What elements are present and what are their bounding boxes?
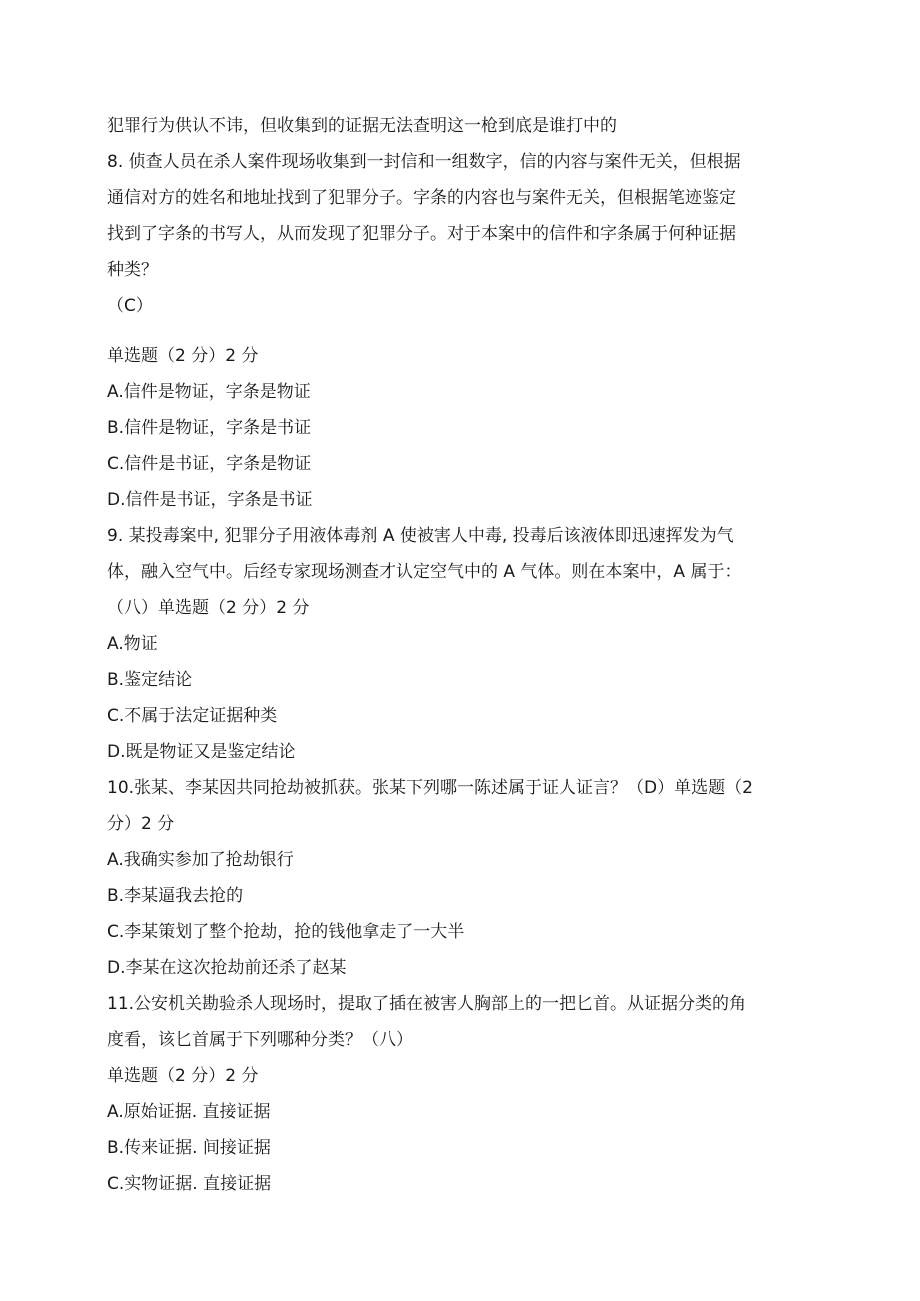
question-9-type: （八）单选题（2 分）2 分 [107, 598, 310, 618]
question-9-option-c: C.不属于法定证据种类 [107, 706, 278, 726]
question-11-line-1: 11.公安机关勘验杀人现场时，提取了插在被害人胸部上的一把匕首。从证据分类的角 [107, 994, 747, 1014]
question-8-answer: （C） [107, 296, 153, 316]
question-8-line-3: 找到了字条的书写人，从而发现了犯罪分子。对于本案中的信件和字条属于何种证据 [107, 224, 736, 244]
text-line-1: 犯罪行为供认不讳，但收集到的证据无法查明这一枪到底是谁打中的 [107, 116, 617, 136]
question-9-line-2: 体，融入空气中。后经专家现场测查才认定空气中的 A 气体。则在本案中，A 属于： [107, 562, 742, 582]
question-10-option-b: B.李某逼我去抢的 [107, 886, 244, 906]
question-11-option-a: A.原始证据. 直接证据 [107, 1102, 271, 1122]
question-11-option-c: C.实物证据. 直接证据 [107, 1174, 272, 1194]
question-11-type: 单选题（2 分）2 分 [107, 1066, 259, 1086]
question-8-line-2: 通信对方的姓名和地址找到了犯罪分子。字条的内容也与案件无关，但根据笔迹鉴定 [107, 188, 736, 208]
question-10-line-2: 分）2 分 [107, 814, 175, 834]
question-10-option-d: D.李某在这次抢劫前还杀了赵某 [107, 958, 347, 978]
question-9-option-a: A.物证 [107, 634, 158, 654]
question-8-option-a: A.信件是物证，字条是物证 [107, 382, 311, 402]
question-10-option-a: A.我确实参加了抢劫银行 [107, 850, 294, 870]
question-8-line-4: 种类？ [107, 260, 158, 280]
question-10-line-1: 10.张某、李某因共同抢劫被抓获。张某下列哪一陈述属于证人证言？（D）单选题（2 [107, 778, 753, 798]
blank-gap [107, 324, 807, 338]
question-8-type: 单选题（2 分）2 分 [107, 346, 259, 366]
question-11-option-b: B.传来证据. 间接证据 [107, 1138, 271, 1158]
question-8-option-c: C.信件是书证，字条是物证 [107, 454, 312, 474]
question-8-line-1: 8. 侦查人员在杀人案件现场收集到一封信和一组数字，信的内容与案件无关，但根据 [107, 152, 741, 172]
document-page [107, 108, 807, 1202]
question-11-line-2: 度看，该匕首属于下列哪种分类？（八） [107, 1030, 413, 1050]
question-9-line-1: 9. 某投毒案中, 犯罪分子用液体毒剂 A 使被害人中毒, 投毒后该液体即迅速挥发为气 [107, 526, 734, 546]
question-9-option-d: D.既是物证又是鉴定结论 [107, 742, 296, 762]
question-8-option-b: B.信件是物证，字条是书证 [107, 418, 312, 438]
question-9-option-b: B.鉴定结论 [107, 670, 193, 690]
question-10-option-c: C.李某策划了整个抢劫，抢的钱他拿走了一大半 [107, 922, 465, 942]
question-8-option-d: D.信件是书证，字条是书证 [107, 490, 313, 510]
